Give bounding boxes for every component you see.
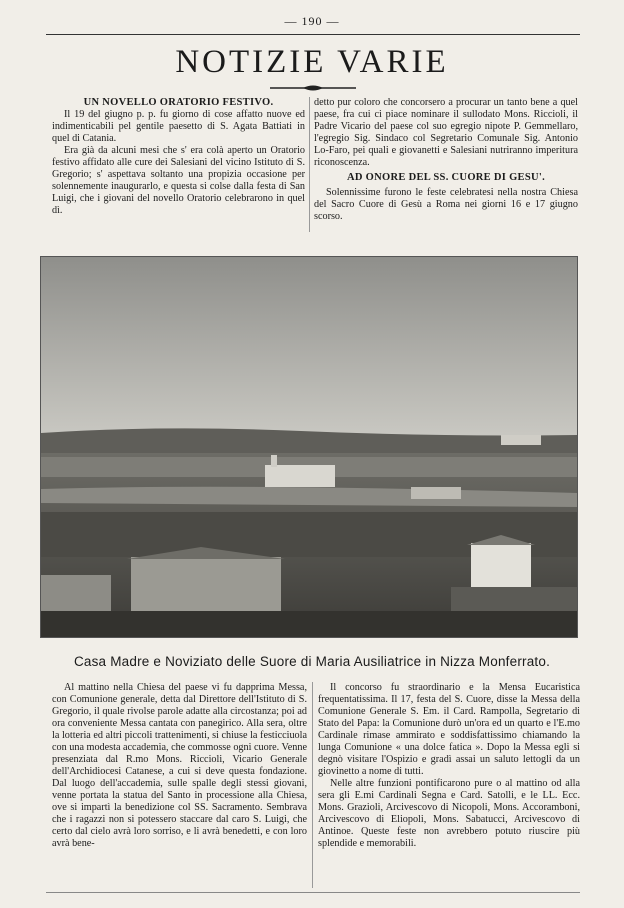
column-divider <box>312 682 313 888</box>
paragraph: detto pur coloro che concorsero a procurar un tanto bene a quel paese, fra cui ci piace nominare il sullodato Mons. Riccioli, il Padre Vicario del paese col suo egregio nipote P. Gemmellaro, l'egregio Sig. Sindaco col Segretario Comunale Sig. Antonio Lo-Faro, pei quali e giovanetti e Salesiani nutriranno imperitura riconoscenza. <box>314 97 578 168</box>
article-continued-column <box>314 97 578 223</box>
paragraph: Il concorso fu straordinario e la Mensa Eucaristica frequentatissima. Il 17, festa del S. Cuore, disse la Messa della Comunione Generale S. Em. il Card. Rampolla, Segretario di Stato del Papa: la Comunione durò un'ora ed un quarto e l'E.mo Cardinale rimase ammirato e soddisfattissimo chiamando la lunga Comunione « una dolce fatica ». Dopo la Messa egli si degnò visitare l'Ospizio e gradì assai un saluto lettogli da un giovinetto a nome di tutti. <box>318 682 580 777</box>
article-sacro-cuore-continuation <box>318 682 580 850</box>
page-number: — 190 — <box>284 14 340 28</box>
page-title: NOTIZIE VARIE <box>175 44 449 80</box>
paragraph: Solennissime furono le feste celebratesi nella nostra Chiesa del Sacro Cuore di Gesù a Roma nei giorni 16 e 17 giugno scorso. <box>314 187 578 222</box>
article-continuation-left <box>52 682 307 850</box>
section-heading-oratorio: UN NOVELLO ORATORIO FESTIVO. <box>83 97 274 108</box>
title-ornament <box>268 84 358 92</box>
footer-rule <box>46 892 580 893</box>
paragraph: Nelle altre funzioni pontificarono pure o al mattino od alla sera gli E.mi Cardinali Segna e Card. Satolli, e le LL. Ecc. Mons. Grazioli, Arcivescovo di Nicopoli, Mons. Accoramboni, Arcivescovo di Eliopoli, Mons. Sabatucci, Arcivescovo di Antinoe. Queste feste non avrebbero potuto riuscire più splendide e memorabili. <box>318 778 580 849</box>
paragraph: Al mattino nella Chiesa del paese vi fu dapprima Messa, con Comunione generale, detta dal Direttore dell'Istituto di S. Gregorio, il quale rivolse parole adatte alla circostanza; poi ad ora conveniente Messa cantata con panegirico. Alla sera, oltre la lotteria ed altri piccoli trattenimenti, si chiuse la festicciuola con una modesta accademia, che commosse ogni cuore. Venne presenziata dal R.mo Mons. Riccioli, Vicario Generale dell'Archidiocesi Catanese, a cui si deve questa fondazione. Dal luogo dell'accademia, sulle spalle degli stessi giovani, venne portata la statua del Santo in processione alla Chiesa, ove si impartì la benedizione col SS. Sacramento. Sembrava che i ragazzi non si potessero staccare dal caro S. Luigi, che certo dal cielo avrà loro sorriso, e li avrà benedetti, e con loro avrà bene- <box>52 682 307 849</box>
photograph-nizza-monferrato <box>40 256 578 638</box>
article-oratorio-column <box>52 97 305 217</box>
landscape-photo <box>41 257 577 637</box>
header-rule <box>46 34 580 35</box>
section-heading-sacro-cuore: AD ONORE DEL SS. CUORE DI GESU'. <box>346 172 546 183</box>
photo-caption: Casa Madre e Noviziato delle Suore di Maria Ausiliatrice in Nizza Monferrato. <box>73 654 551 669</box>
paragraph: Era già da alcuni mesi che s' era colà aperto un Oratorio festivo affidato alle cure dei Salesiani del vicino Istituto di S. Gregorio; s' aspettava soltanto una propizia occasione per solennemente inaugurarlo, e questa si colse dalla festa di San Luigi, che i giovani del novello Oratorio celebrarono in quel dì. <box>52 145 305 216</box>
paragraph: Il 19 del giugno p. p. fu giorno di cose affatto nuove ed indimenticabili pel gentile paesetto di S. Agata Battiati in quel di Catania. <box>52 109 305 144</box>
column-divider <box>309 97 310 232</box>
